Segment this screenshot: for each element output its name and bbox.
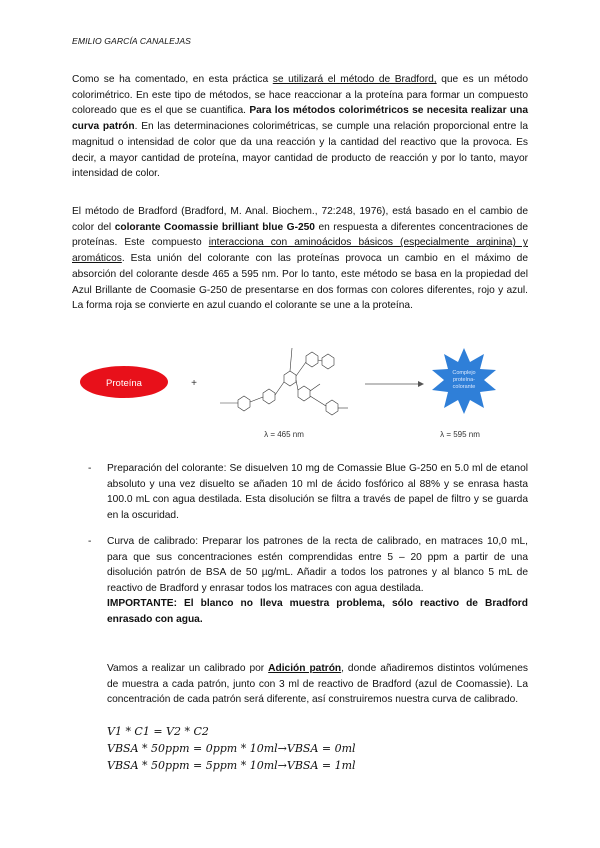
plus-sign: + <box>191 378 197 389</box>
reaction-figure <box>80 340 520 444</box>
text: que es un método colorimétrico. En este tipo de métodos, se hace reaccionar a la proteína para formar un compuesto coloreado que es el que se cuantifica. <box>72 74 528 117</box>
text: Vamos a realizar un calibrado por <box>107 663 269 675</box>
text: El método de Bradford (Bradford, M. Anal. Biochem., 72:248, 1976), está basado en el cambio de color del <box>72 206 528 233</box>
page-header: EMILIO GARCÍA CANALEJAS <box>72 36 191 46</box>
coomassie-structure <box>220 348 348 415</box>
arrow-head <box>418 381 424 387</box>
protein-label: Proteína <box>106 378 142 389</box>
bold-underlined-text: Adición patrón <box>268 663 342 675</box>
bold-text: Para los métodos colorimétricos se necesita realizar una curva patrón <box>72 105 528 133</box>
lambda-595-label: λ = 595 nm <box>440 430 480 439</box>
paragraph-intro <box>72 72 528 182</box>
list-item-text: Curva de calibrado: Preparar los patrones de la recta de calibrado, en matraces 10,0 mL, para que sus concentraciones estén comprendidas entre 5 – 20 ppm a partir de una disolución patrón de BSA de 50 µg/mL. Añadir a todos los patrones y al blanco 5 mL de reactivo de Bradford y enrasar todos los matraces con agua destilada. <box>107 536 528 594</box>
complex-label-line: colorante <box>452 384 476 390</box>
equation: V1 * C1 = V2 * C2 <box>107 725 209 738</box>
text: en respuesta a diferentes concentraciones de proteínas. Este compuesto <box>72 221 528 249</box>
equation: VBSA * 50ppm = 5ppm * 10ml→VBSA = 1ml <box>107 759 356 772</box>
list-item <box>88 534 528 628</box>
list-item <box>88 461 528 523</box>
list-dash: - <box>88 536 92 547</box>
underlined-text: se utilizará el método de Bradford, <box>272 74 437 85</box>
complex-label-line: Complejo <box>452 370 476 376</box>
lambda-465-label: λ = 465 nm <box>264 430 304 439</box>
text: Como se ha comentado, en esta práctica <box>72 74 269 85</box>
text: . Esta unión del colorante con las proteínas provoca un cambio en el máximo de absorción del colorante desde 465 a 595 nm. Por lo tanto, este método se basa en la propiedad del Azul Brillante de Coomasie G-250 de presentarse en dos formas con colores diferentes, rojo y azul. La forma roja se convierte en azul cuando el colorante se une a la proteína. <box>72 253 528 312</box>
complex-label-line: proteína- <box>452 377 476 383</box>
equation: VBSA * 50ppm = 0ppm * 10ml→VBSA = 0ml <box>107 742 356 755</box>
list-dash: - <box>88 463 92 474</box>
important-note: IMPORTANTE: El blanco no lleva muestra problema, sólo reactivo de Bradford enrasado con agua. <box>107 598 528 625</box>
list-item-text: Preparación del colorante: Se disuelven 10 mg de Comassie Blue G-250 en 5.0 ml de etanol absoluto y una vez disuelto se añaden 10 ml de ácido fosfórico al 88% y se enrasa hasta 100.0 mL con agua destilada. Esta disolución se filtra a través de papel de filtro y se guarda en la oscuridad. <box>107 463 528 521</box>
paragraph-calibration <box>107 661 528 708</box>
text: . En las determinaciones colorimétricas, se cumple una relación proporcional entre la magnitud o intensidad de color que da una reacción y la cantidad del reactivo que la provoca. Es decir, a mayor cantidad de proteína, mayor cantidad de producto de reacción y por lo tanto, mayor intensidad de color. <box>72 121 528 180</box>
text: , donde añadiremos distintos volúmenes de muestra a cada patrón, junto con 3 ml de reactivo de Bradford (azul de Coomassie). La concentración de cada patrón será diferente, así construiremos nuestra curva de calibrado. <box>107 663 528 706</box>
paragraph-bradford <box>72 204 528 314</box>
bold-text: colorante Coomassie brilliant blue G-250 <box>114 221 315 233</box>
underlined-text: interacciona con aminoácidos básicos (especialmente arginina) y aromáticos <box>72 237 528 265</box>
